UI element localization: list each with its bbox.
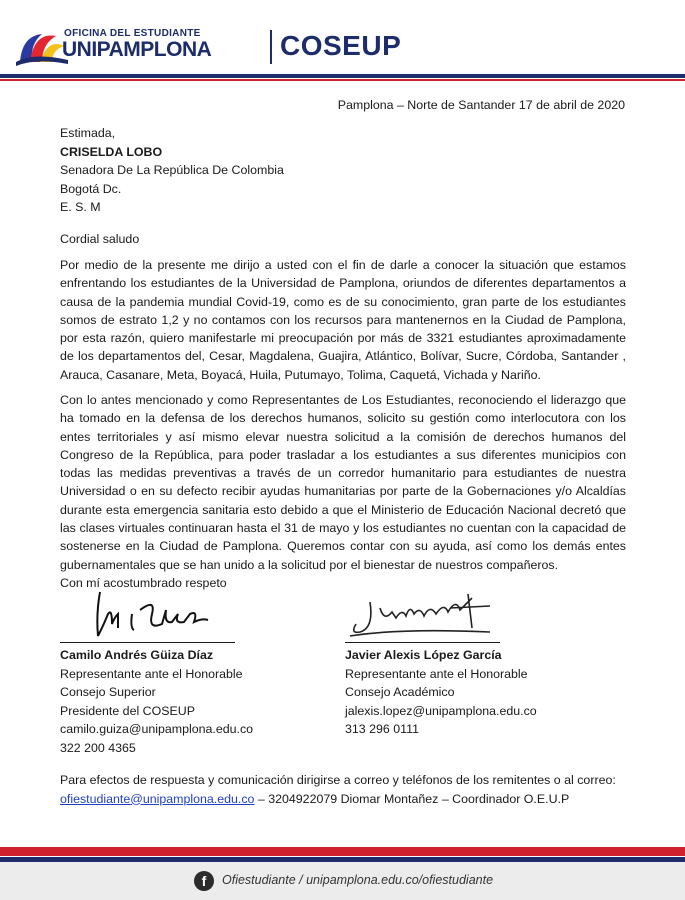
brand-separator	[270, 30, 272, 64]
signatory-role: Representante ante el Honorable	[345, 666, 528, 681]
contact-block	[60, 771, 616, 808]
recipient-name: CRISELDA LOBO	[60, 144, 163, 159]
brand-coseup: COSEUP	[280, 30, 402, 61]
contact-email-link[interactable]: ofiestudiante@unipamplona.edu.co	[60, 791, 255, 806]
recipient-esm: E. S. M	[60, 200, 101, 214]
header-bar-red	[0, 79, 685, 81]
signatory-name: Camilo Andrés Güiza Díaz	[60, 648, 214, 662]
salutation: Cordial saludo	[60, 232, 140, 246]
paragraph-2: Con lo antes mencionado y como Representantes de Los Estudiantes, reconociendo el liderazgo que ha tomado en la defensa de los derechos humanos, solicito su gestión como interlocutora con los entes territoriales y así mismo elevar nuestra solicitud a la comisión de derechos humanos del Congreso de la República, para poder trasladar a los estudiantes a sus diferentes municipios con todas las medidas preventivas a través de un corredor humanitario para estudiantes de nuestra Universidad o en su defecto recibir ayudas humanitarias por parte de la Gobernaciones y/o Alcaldías durante esta emergencia sanitaria esto debido a que el Ministerio de Educación Nacional decretó que las clases virtuales continuaran hasta el 31 de mayo y los estudiantes no cuentan con la capacidad de sostenerse en la Ciudad de Pamplona. Queremos contar con su ayuda, así como los demás entes gubernamentales que se han unido a la solicitud por el bienestar de nuestros compañeros.	[60, 393, 626, 572]
greeting: Estimada,	[60, 126, 116, 140]
footer-social-text: Ofiestudiante / unipamplona.edu.co/ofiestudiante	[222, 873, 494, 887]
facebook-icon: f	[194, 871, 214, 891]
contact-line-2	[60, 790, 616, 809]
signatory-role: Consejo Superior	[60, 685, 156, 699]
signatory-email: camilo.guiza@unipamplona.edu.co	[60, 722, 254, 736]
signature-left-icon	[78, 584, 218, 644]
footer-bar-red	[0, 847, 685, 856]
signature-right-icon	[340, 588, 500, 648]
contact-line: Para efectos de respuesta y comunicación dirigirse a correo y teléfonos de los remitentes o al correo:	[60, 773, 616, 787]
dateline: Pamplona – Norte de Santander 17 de abril de 2020	[337, 98, 625, 112]
signatory-left	[60, 646, 253, 757]
brand-name: UNIPAMPLONA	[62, 38, 212, 61]
signatory-phone: 313 296 0111	[345, 722, 419, 736]
recipient-block	[60, 124, 284, 217]
signatory-email: jalexis.lopez@unipamplona.edu.co	[345, 703, 537, 718]
signatory-role: Representante ante el Honorable	[60, 666, 243, 681]
contact-rest: – 3204922079 Diomar Montañez – Coordinador O.E.U.P	[254, 791, 570, 806]
paragraph-1: Por medio de la presente me dirijo a usted con el fin de darle a conocer la situación que estamos enfrentando los estudiantes de la Universidad de Pamplona, oriundos de diferentes departamentos a causa de la pandemia mundial Covid-19, como es de su conocimiento, gran parte de los estudiantes somos de estrato 1,2 y no contamos con los recursos para mantenernos en la Ciudad de Pamplona, por esta razón, quiero manifestarle mi preocupación por más de 3321 estudiantes aproximadamente de los departamentos del, Cesar, Magdalena, Guajira, Atlántico, Bolívar, Sucre, Córdoba, Santander , Arauca, Casanare, Meta, Boyacá, Huila, Putumayo, Tolima, Caquetá, Vichada y Nariño.	[60, 258, 626, 382]
header-bar-blue	[0, 74, 685, 78]
signatory-phone: 322 200 4365	[60, 740, 136, 755]
signatory-right	[345, 646, 537, 739]
recipient-title: Senadora De La República De Colombia	[60, 163, 284, 177]
office-label: OFICINA DEL ESTUDIANTE	[64, 28, 201, 39]
signatory-name: Javier Alexis López García	[345, 648, 502, 662]
signature-line-left	[60, 642, 235, 643]
signature-line-right	[345, 642, 500, 643]
signatory-role: Presidente del COSEUP	[60, 703, 195, 718]
recipient-city: Bogotá Dc.	[60, 181, 122, 196]
letterhead	[0, 0, 685, 90]
signatory-role: Consejo Académico	[345, 685, 455, 699]
closing: Con mí acostumbrado respeto	[60, 576, 227, 590]
